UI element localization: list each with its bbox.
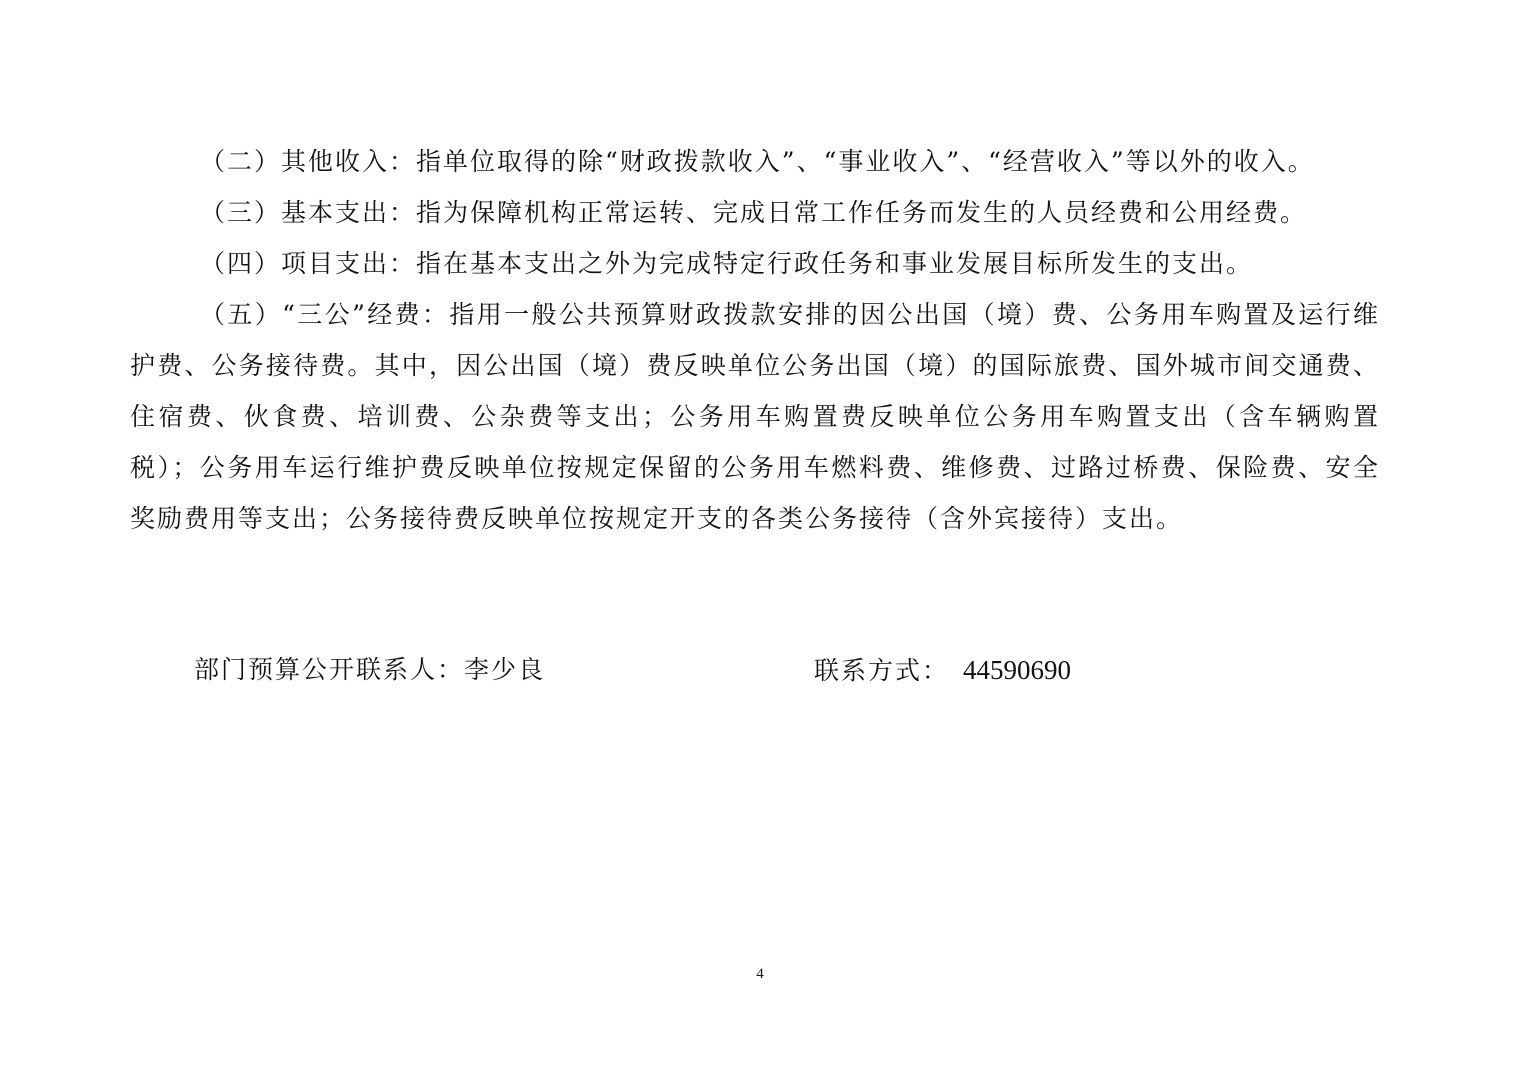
paragraph-project-expenditure: （四）项目支出：指在基本支出之外为完成特定行政任务和事业发展目标所发生的支出。 xyxy=(200,249,1254,278)
contact-method-label: 联系方式： xyxy=(814,656,950,685)
contact-person: 部门预算公开联系人：李少良 xyxy=(194,655,546,684)
paragraph-other-income: （二）其他收入：指单位取得的除“财政拨款收入”、“事业收入”、“经营收入”等以外的收入。 xyxy=(200,147,1315,176)
body-text xyxy=(130,136,1380,544)
page-number: 4 xyxy=(756,966,764,982)
contact-method xyxy=(814,648,1071,693)
paragraph-three-public-expenses: （五）“三公”经费：指用一般公共预算财政拨款安排的因公出国（境）费、公务用车购置及运行维护费、公务接待费。其中，因公出国（境）费反映单位公务出国（境）的国际旅费、国外城市间交通费、住宿费、伙食费、培训费、公杂费等支出；公务用车购置费反映单位公务用车购置支出（含车辆购置税）；公务用车运行维护费反映单位按规定保留的公务用车燃料费、维修费、过路过桥费、保险费、安全奖励费用等支出；公务接待费反映单位按规定开支的各类公务接待（含外宾接待）支出。 xyxy=(130,300,1380,533)
contact-phone: 44590690 xyxy=(963,655,1072,685)
paragraph-basic-expenditure: （三）基本支出：指为保障机构正常运转、完成日常工作任务而发生的人员经费和公用经费。 xyxy=(200,198,1308,227)
